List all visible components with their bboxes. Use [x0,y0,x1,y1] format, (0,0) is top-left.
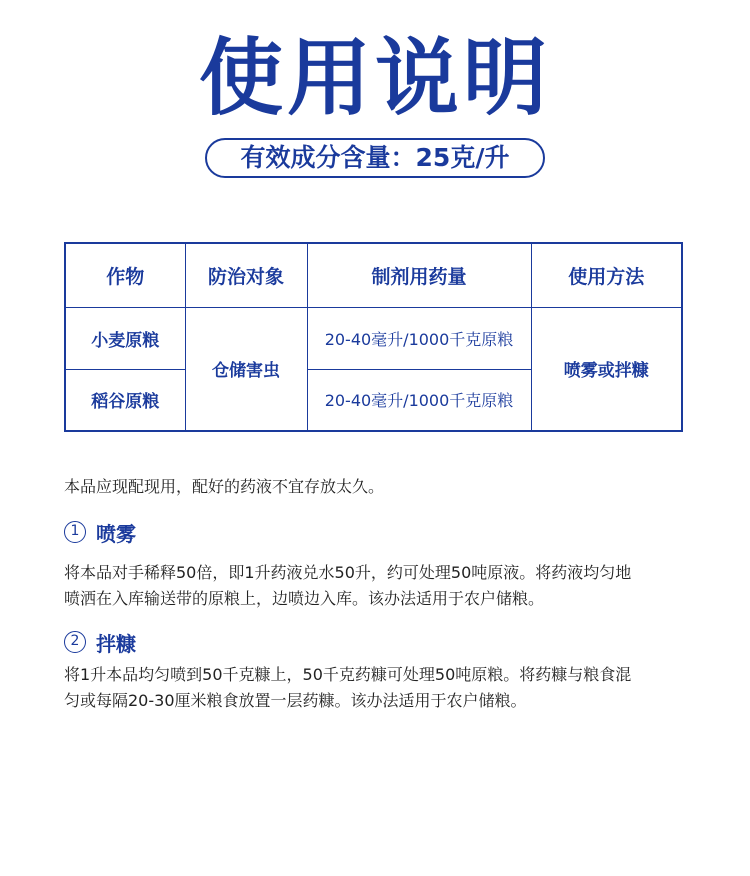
header-dose: 制剂用药量 [307,243,531,307]
cell-dose: 20-40毫升/1000千克原粮 [307,369,531,431]
circled-number-icon: 2 [64,631,86,653]
cell-crop: 稻谷原粮 [65,369,185,431]
section-title: 拌糠 [96,631,136,656]
cell-target: 仓储害虫 [185,307,307,431]
content-label: 有效成分含量：25克/升 [205,138,545,178]
section-title: 喷雾 [96,521,136,546]
cell-dose: 20-40毫升/1000千克原粮 [307,307,531,369]
header-method: 使用方法 [531,243,682,307]
cell-crop: 小麦原粮 [65,307,185,369]
table-header-row [65,243,682,307]
section-header-spray [64,518,136,546]
section-text-mix: 将1升本品均匀喷到50千克糠上，50千克药糠可处理50吨原粮。将药糠与粮食混 匀或每隔20-30厘米粮食放置一层药糠。该办法适用于农户储粮。 [64,665,632,710]
header-crop: 作物 [65,243,185,307]
cell-method: 喷雾或拌糠 [531,307,682,431]
page-title: 使用说明 [198,29,551,127]
intro-text: 本品应现配现用，配好的药液不宜存放太久。 [64,477,385,496]
circled-number-icon: 1 [64,521,86,543]
usage-table [64,242,683,432]
section-header-mix [64,628,136,656]
header-target: 防治对象 [185,243,307,307]
table-row [65,307,682,369]
section-text-spray: 将本品对手稀释50倍，即1升药液兑水50升，约可处理50吨原液。将药液均匀地 喷洒在入库输送带的原粮上，边喷边入库。该办法适用于农户储粮。 [64,563,632,608]
